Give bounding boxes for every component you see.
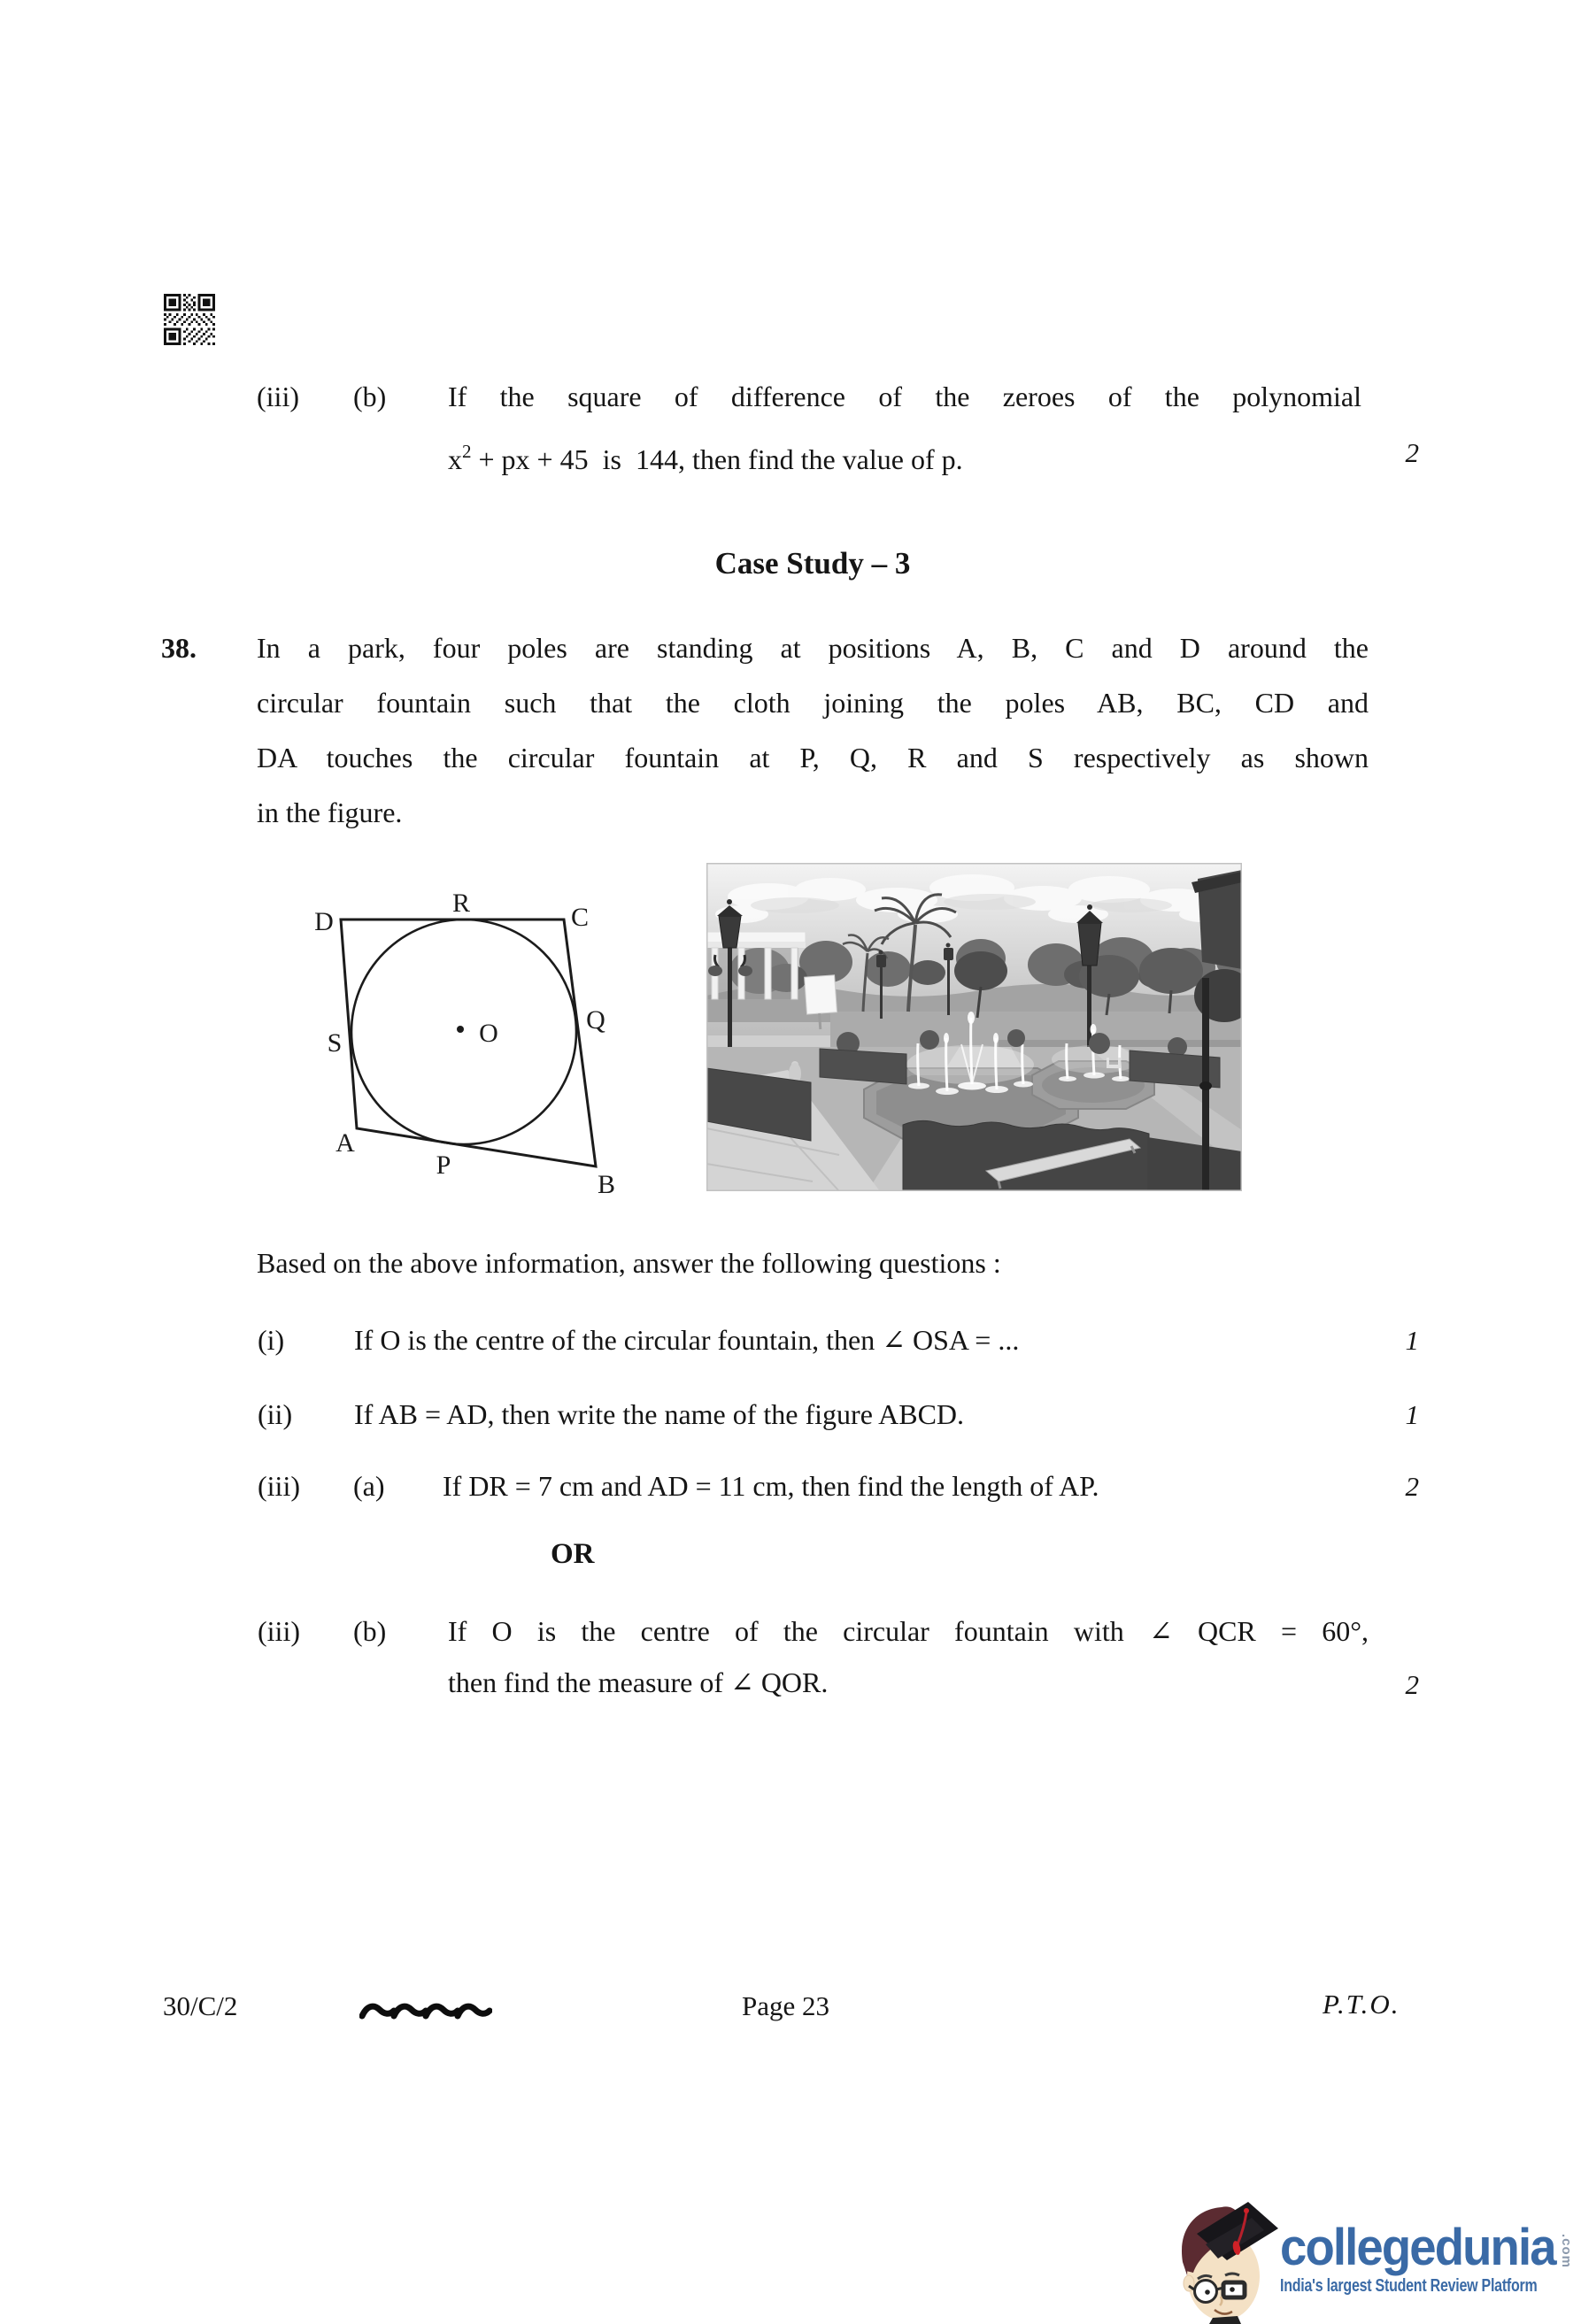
top-question-line1: If the square of difference of the zeroes of the polynomial <box>448 381 1361 412</box>
case-study-heading: Case Study – 3 <box>714 546 911 581</box>
q38-line-2: circular fountain such that the cloth joining the poles AB, BC, CD and <box>257 687 1369 719</box>
item-ii-label: (ii) <box>258 1398 293 1430</box>
label-R: R <box>451 889 471 918</box>
marks-value: 1 <box>1405 1325 1419 1356</box>
q38-line-3: DA touches the circular fountain at P, Q, R and S respectively as shown <box>257 742 1369 773</box>
based-on-line: Based on the above information, answer the following questions : <box>257 1247 1001 1279</box>
item-iii-a-roman: (iii) <box>258 1470 300 1502</box>
collegedunia-mascot-icon <box>1170 2193 1281 2324</box>
hedge-bottom <box>903 1120 1149 1191</box>
label-O: O <box>479 1019 498 1048</box>
qr-finder-bottom-left <box>164 328 181 345</box>
marks-value: 2 <box>1405 437 1419 468</box>
item-ii-text: If AB = AD, then write the name of the figure ABCD. <box>354 1398 965 1430</box>
pole-joint <box>1199 1081 1212 1090</box>
pupil-left <box>1205 2289 1210 2295</box>
label-D: D <box>314 907 334 936</box>
or-separator: OR <box>551 1538 595 1570</box>
label-S: S <box>327 1028 343 1058</box>
label-B: B <box>597 1170 616 1199</box>
pupil-right <box>1230 2287 1235 2292</box>
item-iii-a-letter: (a) <box>353 1470 385 1502</box>
marks-value: 1 <box>1405 1399 1419 1430</box>
paper-code: 30/C/2 <box>163 1990 238 2021</box>
tassel-button <box>1244 2208 1249 2213</box>
squiggle-separator-icon <box>359 2001 492 2024</box>
q38-line-1: In a park, four poles are standing at positions A, B, C and D around the <box>257 632 1369 664</box>
inscribed-circle <box>351 920 576 1144</box>
top-question-line2 <box>448 434 963 477</box>
item-i-text: If O is the centre of the circular fountain, then ∠ OSA = ... <box>354 1324 1020 1356</box>
pto-label: P.T.O. <box>1323 1989 1400 2015</box>
expression-base: x <box>448 443 462 475</box>
page-number: Page 23 <box>742 1990 830 2021</box>
top-question-letter-label: (b) <box>353 381 387 412</box>
top-question-roman-label: (iii) <box>257 381 299 412</box>
collegedunia-tagline: India's largest Student Review Platform <box>1280 2276 1538 2296</box>
centre-dot <box>457 1026 464 1033</box>
item-iii-b-line2: then find the measure of ∠ QOR. <box>448 1666 829 1698</box>
question-number: 38. <box>161 632 197 664</box>
label-Q: Q <box>586 1005 605 1035</box>
glasses-bridge <box>1216 2288 1223 2289</box>
q38-line-4: in the figure. <box>257 796 403 828</box>
item-iii-b-letter: (b) <box>353 1615 387 1647</box>
item-i-label: (i) <box>258 1324 285 1356</box>
label-C: C <box>570 903 590 932</box>
pergola <box>706 932 806 999</box>
collegedunia-tld: .com <box>1559 2234 1574 2269</box>
label-P: P <box>436 1150 451 1180</box>
item-iii-b-line1: If O is the centre of the circular fountain with ∠ QCR = 60°, <box>448 1615 1369 1647</box>
expression-exponent: 2 <box>462 441 472 462</box>
park-fountain-photo <box>706 863 1242 1191</box>
collegedunia-wordmark: collegedunia <box>1280 2219 1555 2276</box>
expression-rest: + px + 45 is 144, then find the value of p. <box>471 443 963 475</box>
qr-finder-top-right <box>198 294 215 311</box>
qr-finder-top-left <box>164 294 181 311</box>
label-A: A <box>335 1128 355 1158</box>
qr-code-icon <box>164 293 215 346</box>
item-iii-b-roman: (iii) <box>258 1615 300 1647</box>
marks-value: 2 <box>1405 1669 1419 1700</box>
marks-value: 2 <box>1405 1471 1419 1502</box>
item-iii-a-text: If DR = 7 cm and AD = 11 cm, then find the length of AP. <box>443 1470 1099 1502</box>
tangent-circle-figure <box>292 876 629 1202</box>
